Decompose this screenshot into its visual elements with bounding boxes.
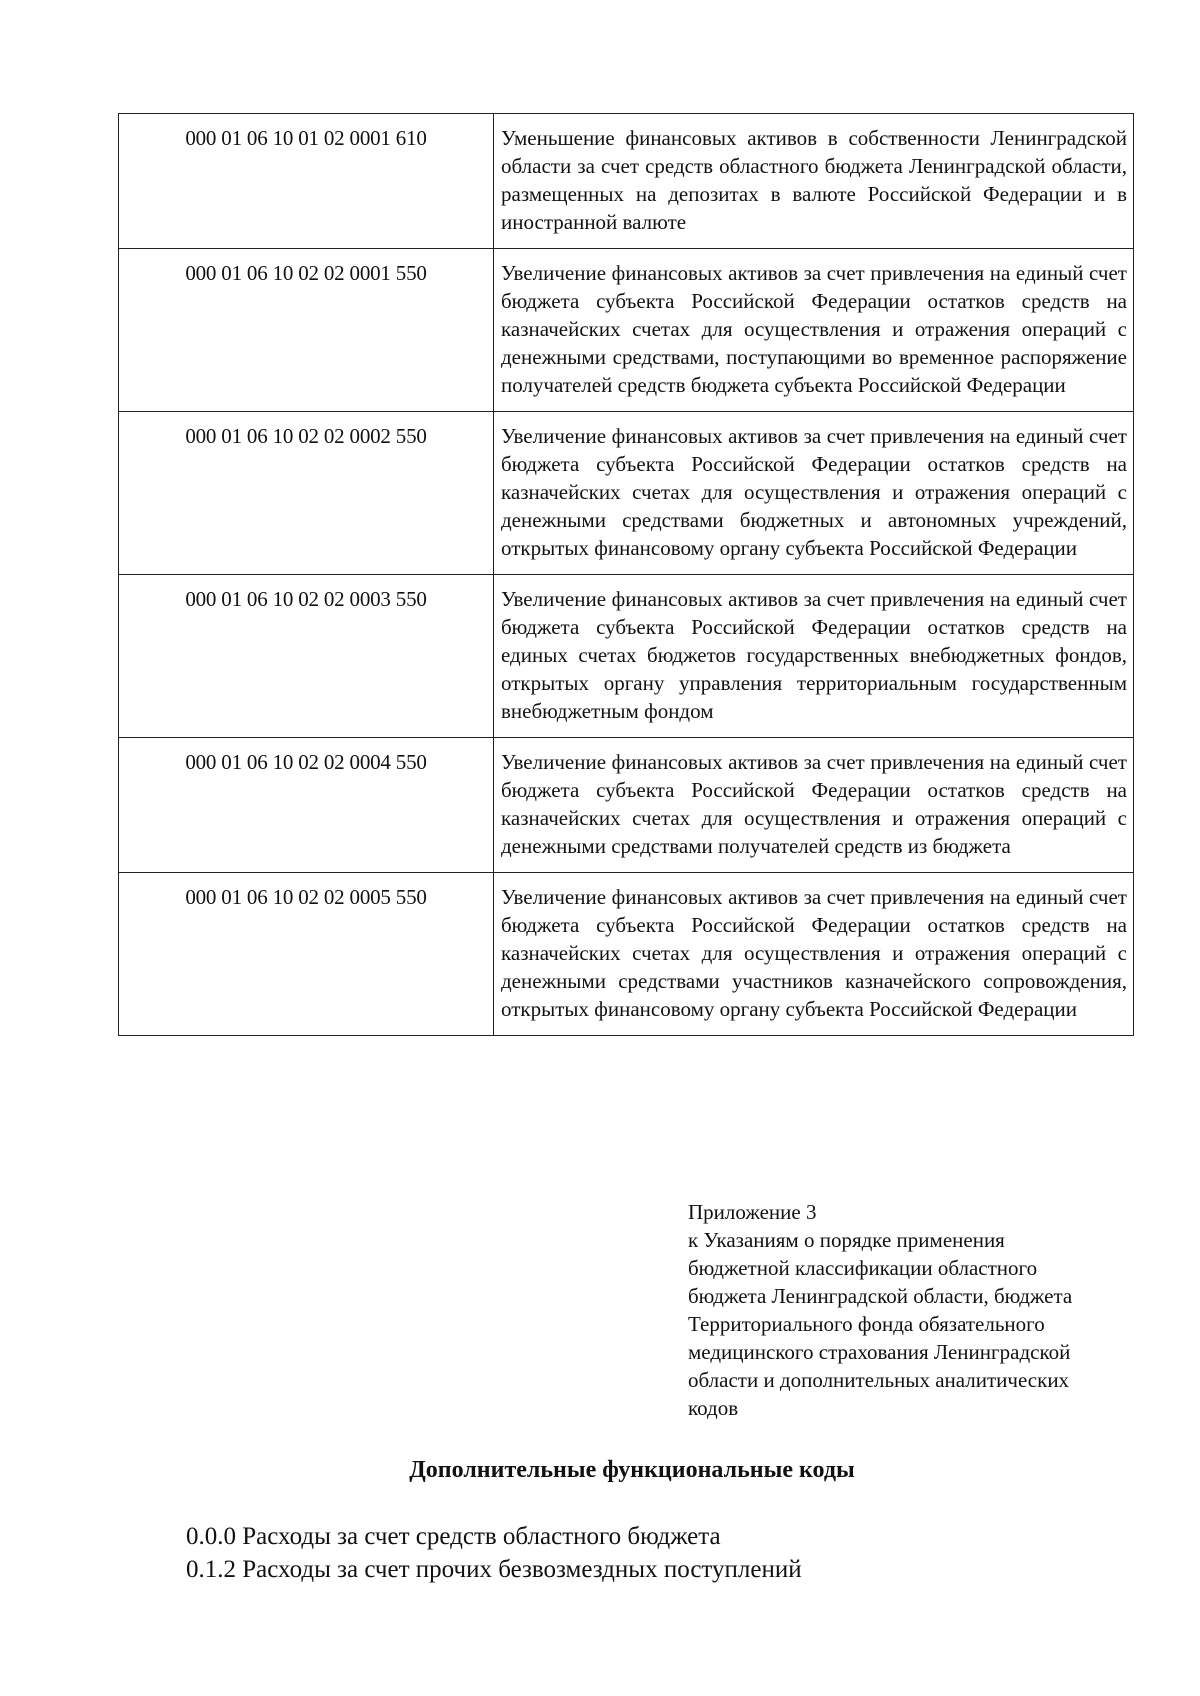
description-cell: Увеличение финансовых активов за счет привлечения на единый счет бюджета субъекта Российской Федерации остатков средств на единых счетах бюджетов государственных внебюджетных фондов, открытых органу управления территориальным государственным внебюджетным фондом [494,575,1134,738]
code-cell: 000 01 06 10 02 02 0001 550 [119,249,494,412]
appendix-line: кодов [688,1396,739,1420]
code-cell: 000 01 06 10 02 02 0004 550 [119,738,494,873]
appendix-line: Приложение 3 [688,1200,817,1224]
budget-codes-table [118,113,1134,1036]
description-cell: Увеличение финансовых активов за счет привлечения на единый счет бюджета субъекта Российской Федерации остатков средств на казначейских счетах для осуществления и отражения операций с денежными средствами получателей средств из бюджета [494,738,1134,873]
description-cell: Увеличение финансовых активов за счет привлечения на единый счет бюджета субъекта Российской Федерации остатков средств на казначейских счетах для осуществления и отражения операций с денежными средствами, поступающими во временное распоряжение получателей средств бюджета субъекта Российской Федерации [494,249,1134,412]
list-item: 0.0.0 Расходы за счет средств областного бюджета [186,1523,721,1550]
section-heading: Дополнительные функциональные коды [409,1457,855,1483]
table-row [119,249,1134,412]
appendix-line: к Указаниям о порядке применения [688,1228,1005,1252]
functional-codes-list [186,1520,1086,1586]
table-row [119,575,1134,738]
table-row [119,738,1134,873]
code-cell: 000 01 06 10 02 02 0005 550 [119,873,494,1036]
code-cell: 000 01 06 10 02 02 0003 550 [119,575,494,738]
appendix-line: области и дополнительных аналитических [688,1368,1070,1392]
list-item: 0.1.2 Расходы за счет прочих безвозмездных поступлений [186,1556,802,1583]
description-cell: Увеличение финансовых активов за счет привлечения на единый счет бюджета субъекта Российской Федерации остатков средств на казначейских счетах для осуществления и отражения операций с денежными средствами бюджетных и автономных учреждений, открытых финансовому органу субъекта Российской Федерации [494,412,1134,575]
code-cell: 000 01 06 10 01 02 0001 610 [119,114,494,249]
table-row [119,114,1134,249]
appendix-line: бюджетной классификации областного [688,1256,1038,1280]
appendix-line: медицинского страхования Ленинградской [688,1340,1071,1364]
appendix-line: бюджета Ленинградской области, бюджета [688,1284,1073,1308]
description-cell: Уменьшение финансовых активов в собственности Ленинградской области за счет средств областного бюджета Ленинградской области, размещенных на депозитах в валюте Российской Федерации и в иностранной валюте [494,114,1134,249]
appendix-line: Территориального фонда обязательного [688,1312,1045,1336]
code-cell: 000 01 06 10 02 02 0002 550 [119,412,494,575]
appendix-note [688,1198,1148,1422]
description-cell: Увеличение финансовых активов за счет привлечения на единый счет бюджета субъекта Российской Федерации остатков средств на казначейских счетах для осуществления и отражения операций с денежными средствами участников казначейского сопровождения, открытых финансовому органу субъекта Российской Федерации [494,873,1134,1036]
table-row [119,873,1134,1036]
table-row [119,412,1134,575]
